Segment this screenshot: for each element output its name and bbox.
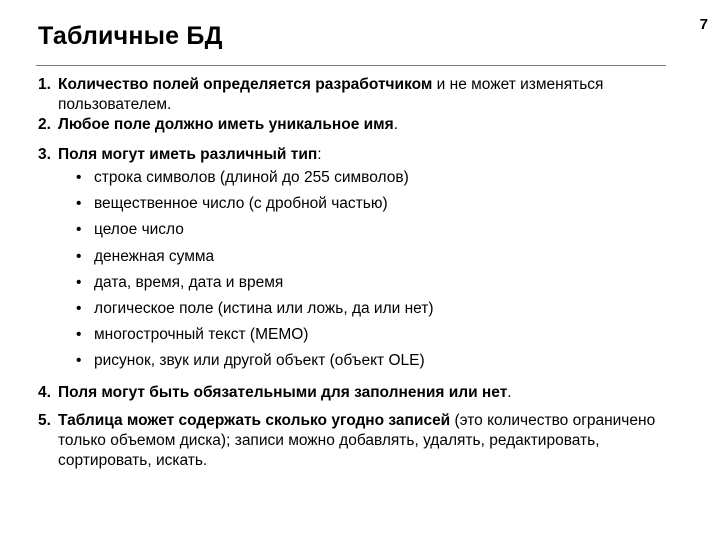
bullet-icon: • <box>76 195 82 213</box>
bullet-icon: • <box>76 221 82 239</box>
point-text: : <box>317 146 322 163</box>
point-5 <box>38 411 678 471</box>
point-text: . <box>507 383 512 401</box>
list-item-text: рисунок, звук или другой объект (объект OLE) <box>94 352 425 370</box>
point-3 <box>38 145 678 165</box>
point-text: . <box>393 116 398 133</box>
bullet-icon: • <box>76 273 82 291</box>
list-item-text: дата, время, дата и время <box>94 273 284 291</box>
bullet-icon: • <box>76 300 82 318</box>
page-number: 7 <box>699 16 708 33</box>
list-item-text: вещественное число (с дробной частью) <box>94 195 388 213</box>
point-number: 4. <box>38 383 51 401</box>
field-types-list <box>38 165 678 375</box>
point-text: (это количество ограничено только объемом диска); записи можно добавлять, удалять, редактировать, сортировать, искать. <box>58 411 656 469</box>
list-item <box>76 217 678 243</box>
point-bold-text: Любое поле должно иметь уникальное имя <box>58 116 394 133</box>
list-item <box>76 296 678 322</box>
bullet-icon: • <box>76 247 82 265</box>
list-item-text: строка символов (длиной до 255 символов) <box>94 169 409 186</box>
point-bold-text: Количество полей определяется разработчиком <box>58 76 433 93</box>
list-item-text: многострочный текст (МЕМО) <box>94 326 309 344</box>
slide-title: Табличные БД <box>38 22 223 50</box>
point-2 <box>38 115 678 135</box>
bullet-icon: • <box>76 326 82 344</box>
title-divider <box>36 65 666 66</box>
list-item-text: логическое поле (истина или ложь, да или нет) <box>94 300 434 318</box>
point-4 <box>38 383 678 403</box>
point-bold-text: Таблица может содержать сколько угодно записей <box>58 411 451 429</box>
point-1 <box>38 75 678 115</box>
slide-content <box>38 75 678 471</box>
point-number: 2. <box>38 116 51 133</box>
point-number: 5. <box>38 411 51 429</box>
list-item <box>76 244 678 270</box>
point-number: 1. <box>38 76 51 93</box>
bullet-icon: • <box>76 169 82 186</box>
point-bold-text: Поля могут иметь различный тип <box>58 146 318 163</box>
point-number: 3. <box>38 146 51 163</box>
bullet-icon: • <box>76 352 82 370</box>
list-item-text: денежная сумма <box>94 247 215 265</box>
point-bold-text: Поля могут быть обязательными для заполнения или нет <box>58 383 508 401</box>
list-item-text: целое число <box>94 221 184 239</box>
point-text: и не может изменяться пользователем. <box>58 76 604 113</box>
list-item <box>76 348 678 374</box>
list-item <box>76 165 678 191</box>
list-item <box>76 270 678 296</box>
list-item <box>76 191 678 217</box>
list-item <box>76 322 678 348</box>
